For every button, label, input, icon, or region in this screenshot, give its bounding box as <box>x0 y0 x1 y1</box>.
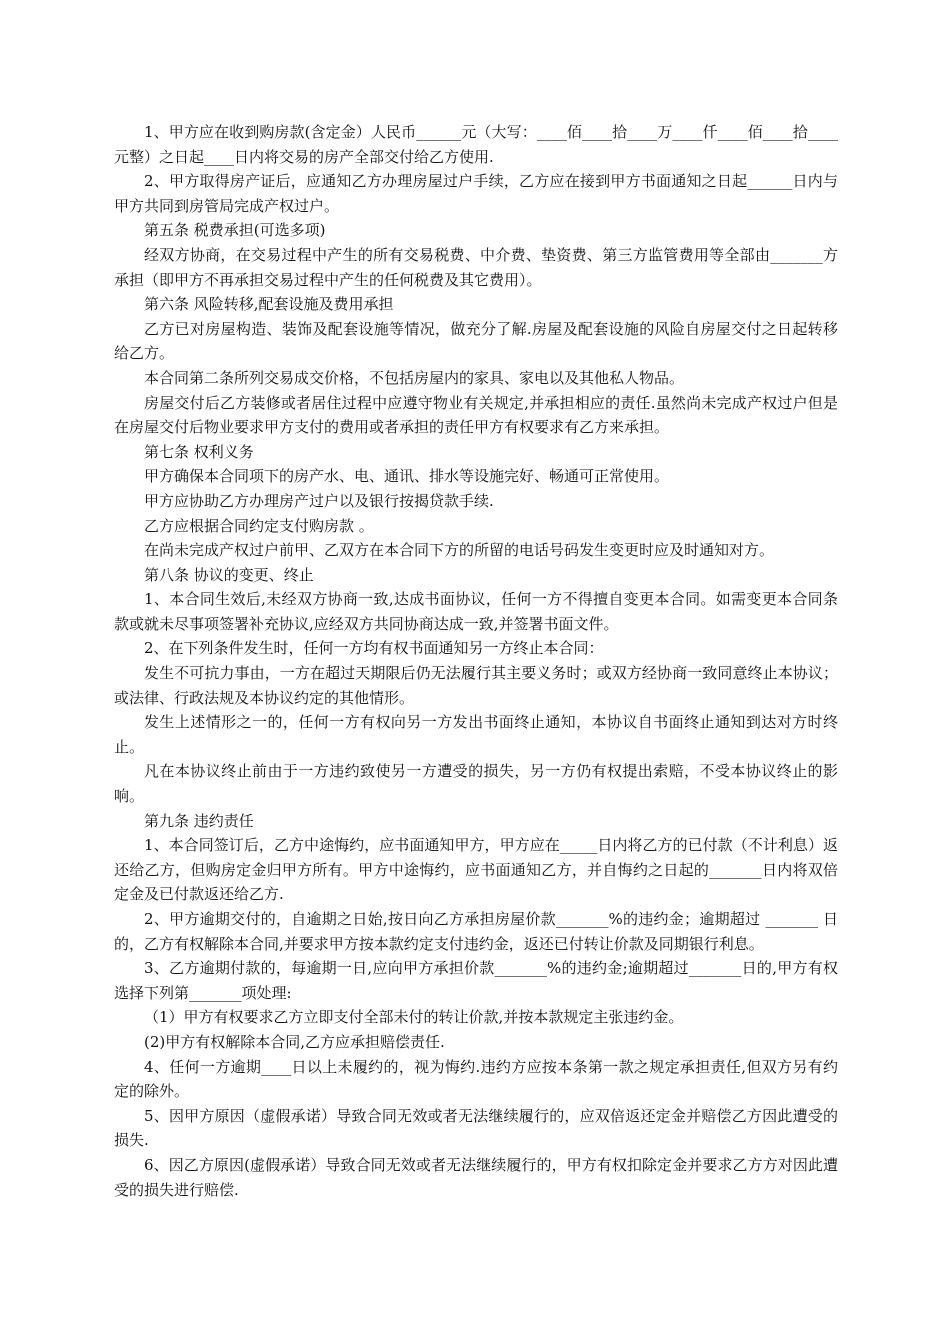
clause-paragraph: 乙方已对房屋构造、装饰及配套设施等情况，做充分了解.房屋及配套设施的风险自房屋交付之日起转移给乙方。 <box>114 319 838 363</box>
clause-paragraph: (2)甲方有权解除本合同,乙方应承担赔偿责任. <box>144 1032 445 1051</box>
clause-paragraph: 1、甲方应在收到购房款(含定金）人民币______元（大写：____佰____拾____万____仟____佰____拾____元整）之日起____日内将交易的房产全部交付给乙方使用. <box>114 123 838 166</box>
section-heading: 第五条 税费承担(可选多项) <box>144 221 326 240</box>
section-heading: 第八条 协议的变更、终止 <box>144 565 314 584</box>
section-heading: 第九条 违约责任 <box>144 811 254 830</box>
document-page <box>114 120 838 1202</box>
clause-paragraph: 1、本合同生效后,未经双方协商一致,达成书面协议，任何一方不得擅自变更本合同。如需变更本合同条款或就未尽事项签署补充协议,应经双方共同协商达成一致,并签署书面文件。 <box>114 590 838 633</box>
section-heading: 第六条 风险转移,配套设施及费用承担 <box>144 295 394 314</box>
clause-paragraph: 甲方应协助乙方办理房产过户以及银行按揭贷款手续. <box>144 491 494 510</box>
section-heading: 第七条 权利义务 <box>144 442 254 461</box>
clause-paragraph: （1）甲方有权要求乙方立即支付全部未付的转让价款,并按本款规定主张违约金。 <box>144 1008 684 1027</box>
clause-paragraph: 发生上述情形之一的，任何一方有权向另一方发出书面终止通知，本协议自书面终止通知到达对方时终止。 <box>114 713 838 756</box>
clause-paragraph: 乙方应根据合同约定支付购房款 。 <box>144 516 374 535</box>
clause-paragraph: 在尚未完成产权过户前甲、乙双方在本合同下方的所留的电话号码发生变更时应及时通知对方。 <box>144 541 775 560</box>
clause-paragraph: 房屋交付后乙方装修或者居住过程中应遵守物业有关规定,并承担相应的责任.虽然尚未完成产权过户但是在房屋交付后物业要求甲方支付的费用或者承担的责任甲方有权要求有乙方来承担。 <box>114 393 838 437</box>
clause-paragraph: 2、甲方取得房产证后，应通知乙方办理房屋过户手续，乙方应在接到甲方书面通知之日起______日内与甲方共同到房管局完成产权过户。 <box>114 172 838 215</box>
clause-paragraph: 6、因乙方原因(虚假承诺）导致合同无效或者无法继续履行的，甲方有权扣除定金并要求乙方方对因此遭受的损失进行赔偿. <box>114 1155 838 1199</box>
clause-paragraph: 经双方协商，在交易过程中产生的所有交易税费、中介费、垫资费、第三方监管费用等全部由_______方承担（即甲方不再承担交易过程中产生的任何税费及其它费用）。 <box>114 245 838 289</box>
clause-paragraph: 2、在下列条件发生时，任何一方均有权书面通知另一方终止本合同： <box>144 639 604 658</box>
clause-paragraph: 1、本合同签订后，乙方中途悔约，应书面通知甲方，甲方应在_____日内将乙方的已付款（不计利息）返还给乙方，但购房定金归甲方所有。甲方中途悔约，应书面通知乙方，并自悔约之日起的_______日内将双倍定金及已付款返还给乙方. <box>114 836 838 904</box>
clause-paragraph: 发生不可抗力事由，一方在超过天期限后仍无法履行其主要义务时；或双方经协商一致同意终止本协议；或法律、行政法规及本协议约定的其他情形。 <box>114 664 838 707</box>
clause-paragraph: 2、甲方逾期交付的，自逾期之日始,按日向乙方承担房屋价款_______%的违约金；逾期超过 _______ 日的，乙方有权解除本合同,并要求甲方按本款约定支付违约金，返还已付转让价款及同期银行利息。 <box>114 910 838 953</box>
clause-paragraph: 甲方确保本合同项下的房产水、电、通讯、排水等设施完好、畅通可正常使用。 <box>144 467 670 486</box>
clause-paragraph: 4、任何一方逾期____日以上未履约的，视为悔约.违约方应按本条第一款之规定承担责任,但双方另有约定的除外。 <box>114 1057 838 1101</box>
clause-paragraph: 本合同第二条所列交易成交价格，不包括房屋内的家具、家电以及其他私人物品。 <box>144 368 685 387</box>
clause-paragraph: 凡在本协议终止前由于一方违约致使另一方遭受的损失，另一方仍有权提出索赔，不受本协议终止的影响。 <box>114 762 838 806</box>
clause-paragraph: 5、因甲方原因（虚假承诺）导致合同无效或者无法继续履行的，应双倍返还定金并赔偿乙方因此遭受的损失. <box>114 1106 838 1150</box>
clause-paragraph: 3、乙方逾期付款的，每逾期一日,应向甲方承担价款_______%的违约金;逾期超过_______日的,甲方有权选择下列第_______项处理: <box>114 959 838 1002</box>
